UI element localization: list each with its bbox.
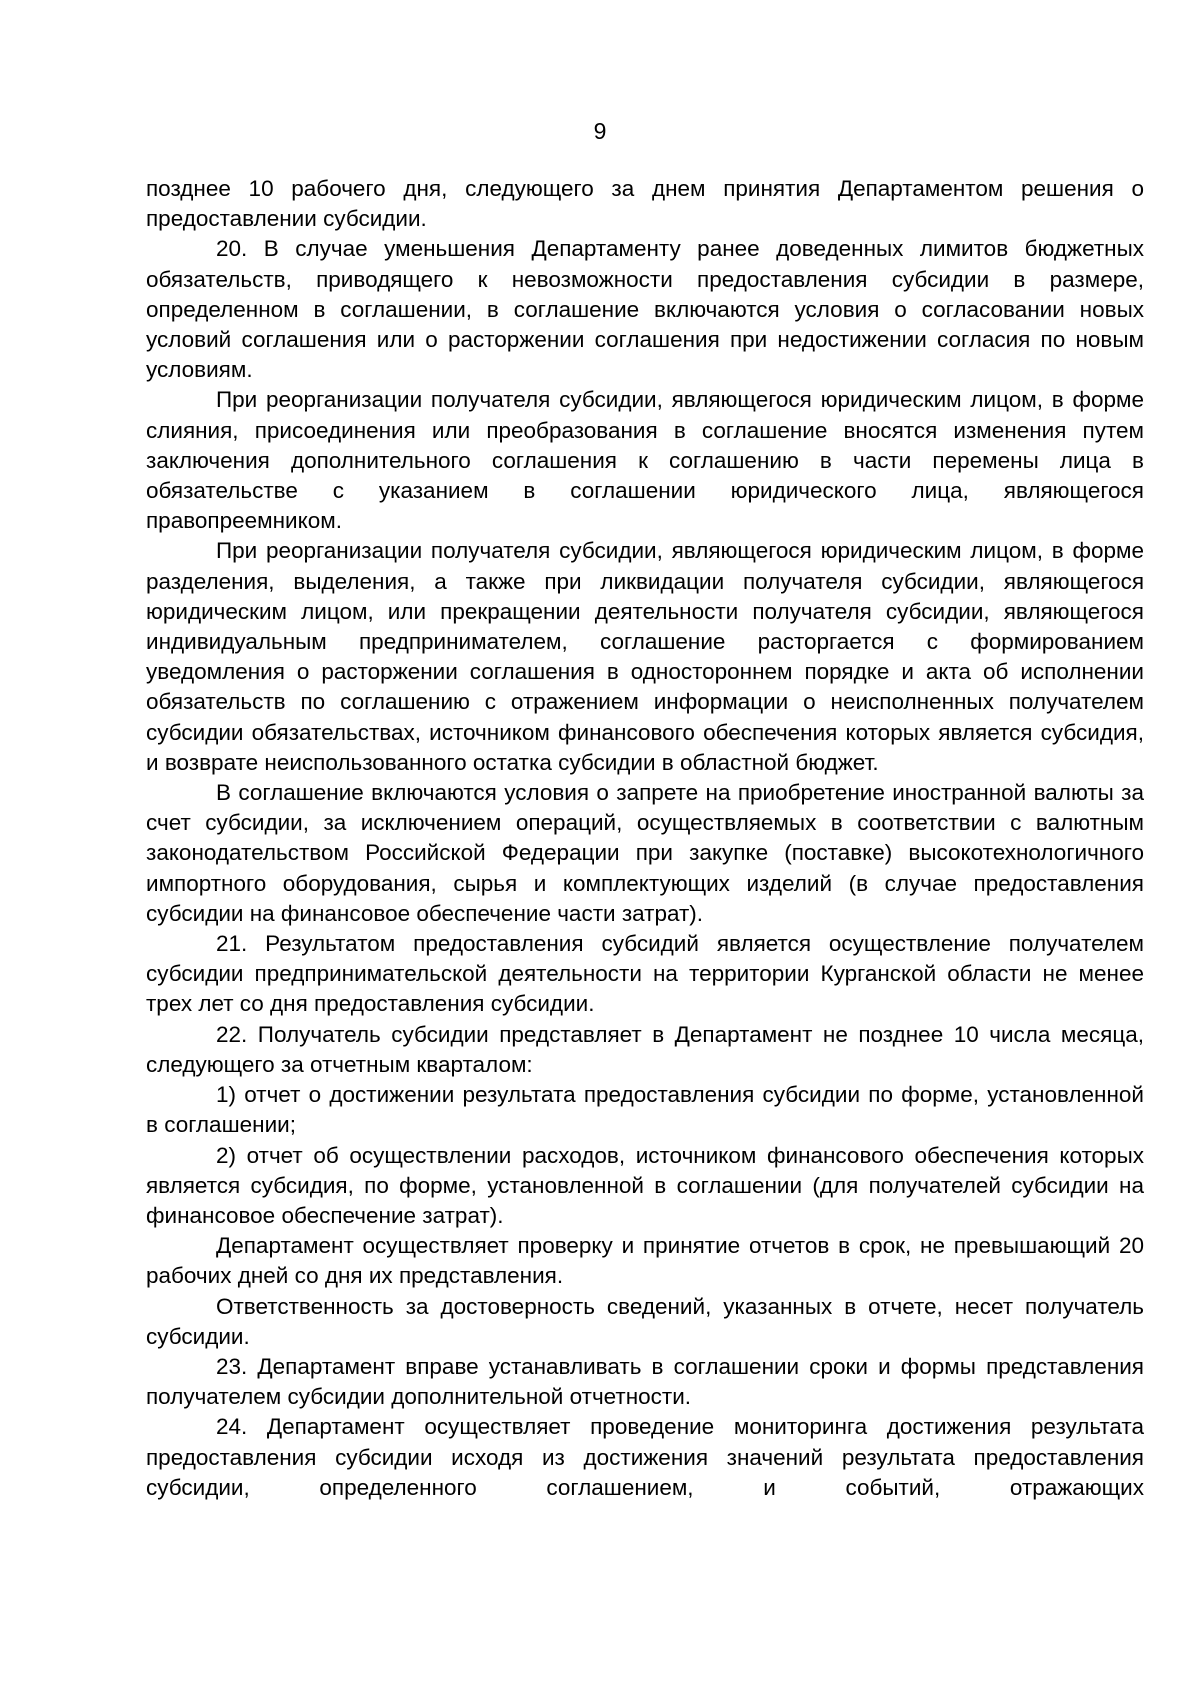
paragraph-item-22: 22. Получатель субсидии представляет в Департамент не позднее 10 числа месяца, следующего за отчетным кварталом:	[146, 1021, 1144, 1077]
paragraph-item-22-1: 1) отчет о достижении результата предоставления субсидии по форме, установленной в соглашении;	[146, 1082, 1144, 1138]
page-number: 9	[593, 118, 607, 144]
paragraph-responsibility: Ответственность за достоверность сведений, указанных в отчете, несет получатель субсидии.	[146, 1293, 1144, 1349]
paragraph-item-23: 23. Департамент вправе устанавливать в соглашении сроки и формы представления получателем субсидии дополнительной отчетности.	[146, 1353, 1144, 1410]
document-body	[146, 174, 1144, 1503]
paragraph-foreign-currency: В соглашение включаются условия о запрете на приобретение иностранной валюты за счет субсидии, за исключением операций, осуществляемых в соответствии с валютным законодательством Российской Федерации при закупке (поставке) высокотехнологичного импортного оборудования, сырья и комплектующих изделий (в случае предоставления субсидии на финансовое обеспечение части затрат).	[146, 780, 1144, 926]
paragraph-reorganization-division: При реорганизации получателя субсидии, являющегося юридическим лицом, в форме разделения, выделения, а также при ликвидации получателя субсидии, являющегося юридическим лицом, или прекращении деятельности получателя субсидии, являющегося индивидуальным предпринимателем, соглашение расторгается с формированием уведомления о расторжении соглашения в одностороннем порядке и акта об исполнении обязательств по соглашению с отражением информации о неисполненных получателем субсидии обязательствах, источником финансового обеспечения которых является субсидия, и возврате неиспользованного остатка субсидии в областной бюджет.	[146, 538, 1144, 775]
paragraph-report-check: Департамент осуществляет проверку и принятие отчетов в срок, не превышающий 20 рабочих дней со дня их представления.	[146, 1233, 1144, 1289]
paragraph-continuation: позднее 10 рабочего дня, следующего за днем принятия Департаментом решения о предоставлении субсидии.	[146, 176, 1144, 232]
paragraph-item-20: 20. В случае уменьшения Департаменту ранее доведенных лимитов бюджетных обязательств, приводящего к невозможности предоставления субсидии в размере, определенном в соглашении, в соглашение включаются условия о согласовании новых условий соглашения или о расторжении соглашения при недостижении согласия по новым условиям.	[146, 236, 1144, 383]
paragraph-item-24: 24. Департамент осуществляет проведение мониторинга достижения результата предоставления субсидии исходя из достижения значений результата предоставления субсидии, определенного соглашением, и событий, отражающих	[146, 1414, 1144, 1500]
paragraph-item-22-2: 2) отчет об осуществлении расходов, источником финансового обеспечения которых является субсидия, по форме, установленной в соглашении (для получателей субсидии на финансовое обеспечение затрат).	[146, 1142, 1144, 1228]
paragraph-reorganization-merger: При реорганизации получателя субсидии, являющегося юридическим лицом, в форме слияния, присоединения или преобразования в соглашение вносятся изменения путем заключения дополнительного соглашения к соглашению в части перемены лица в обязательстве с указанием в соглашении юридического лица, являющегося правопреемником.	[146, 387, 1144, 534]
paragraph-item-21: 21. Результатом предоставления субсидий является осуществление получателем субсидии предпринимательской деятельности на территории Курганской области не менее трех лет со дня предоставления субсидии.	[146, 931, 1144, 1017]
